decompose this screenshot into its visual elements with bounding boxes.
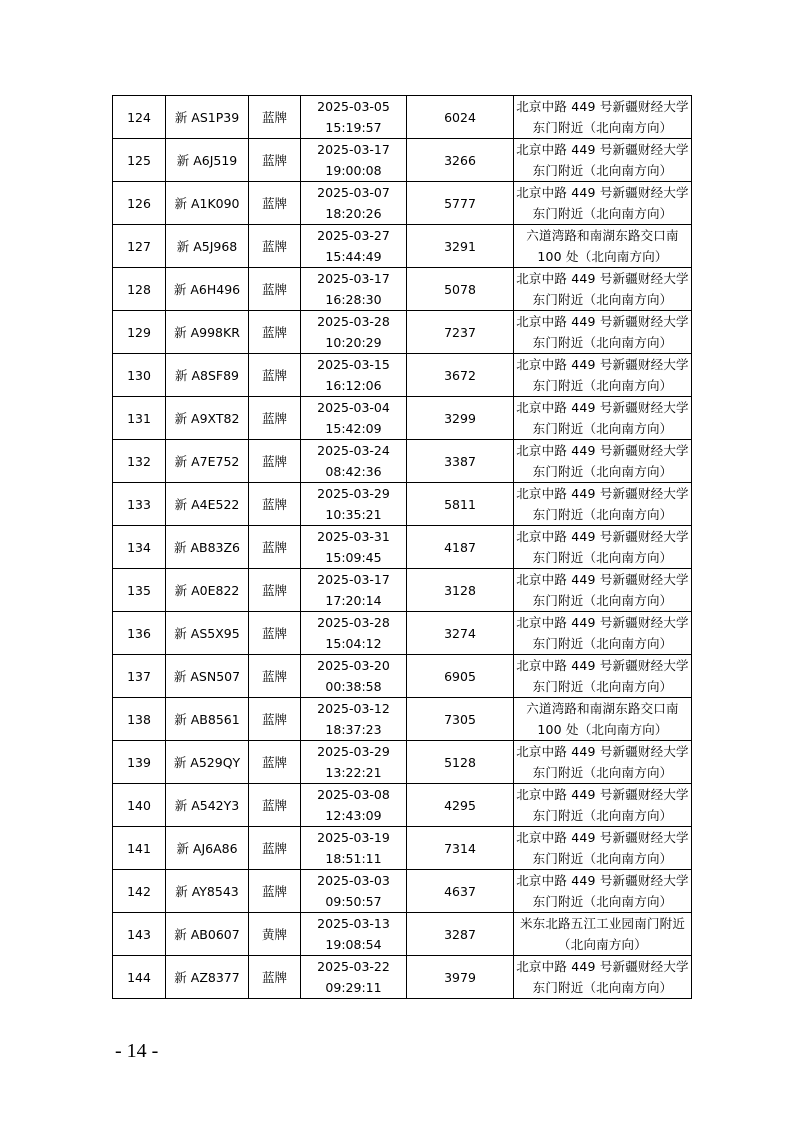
location-line-2: 100 处（北向南方向）	[537, 722, 668, 737]
table-body	[113, 96, 692, 999]
time-text: 15:44:49	[325, 249, 382, 264]
location-cell	[514, 483, 692, 526]
plate-number: 新 AS5X95	[166, 612, 249, 655]
table-row	[113, 483, 692, 526]
location-cell	[514, 96, 692, 139]
location-cell	[514, 225, 692, 268]
plate-number: 新 A9XT82	[166, 397, 249, 440]
amount: 7305	[407, 698, 514, 741]
plate-number: 新 A5J968	[166, 225, 249, 268]
plate-number: 新 A4E522	[166, 483, 249, 526]
time-text: 18:20:26	[325, 206, 382, 221]
location-line-2: 东门附近（北向南方向）	[532, 894, 673, 909]
location-line-1: 北京中路 449 号新疆财经大学	[516, 185, 689, 200]
plate-color: 蓝牌	[249, 612, 301, 655]
location-line-1: 北京中路 449 号新疆财经大学	[516, 873, 689, 888]
plate-number: 新 A998KR	[166, 311, 249, 354]
location-cell	[514, 655, 692, 698]
time-text: 19:00:08	[325, 163, 382, 178]
row-number: 144	[113, 956, 166, 999]
amount: 5777	[407, 182, 514, 225]
date-text: 2025-03-07	[317, 185, 390, 200]
amount: 5078	[407, 268, 514, 311]
table-row	[113, 268, 692, 311]
plate-color: 蓝牌	[249, 96, 301, 139]
location-line-1: 六道湾路和南湖东路交口南	[526, 701, 679, 716]
amount: 5811	[407, 483, 514, 526]
plate-number: 新 AS1P39	[166, 96, 249, 139]
location-cell	[514, 440, 692, 483]
plate-color: 蓝牌	[249, 440, 301, 483]
table-row	[113, 827, 692, 870]
plate-number: 新 A6H496	[166, 268, 249, 311]
datetime-cell	[301, 440, 407, 483]
plate-color: 蓝牌	[249, 268, 301, 311]
location-line-1: 北京中路 449 号新疆财经大学	[516, 615, 689, 630]
plate-number: 新 A542Y3	[166, 784, 249, 827]
date-text: 2025-03-22	[317, 959, 390, 974]
table-row	[113, 526, 692, 569]
row-number: 133	[113, 483, 166, 526]
plate-color: 蓝牌	[249, 784, 301, 827]
datetime-cell	[301, 483, 407, 526]
location-cell	[514, 268, 692, 311]
date-text: 2025-03-29	[317, 486, 390, 501]
location-line-1: 米东北路五江工业园南门附近	[519, 916, 686, 931]
plate-color: 蓝牌	[249, 139, 301, 182]
location-line-2: 东门附近（北向南方向）	[532, 206, 673, 221]
location-line-2: 东门附近（北向南方向）	[532, 550, 673, 565]
location-line-1: 北京中路 449 号新疆财经大学	[516, 400, 689, 415]
location-line-2: 东门附近（北向南方向）	[532, 636, 673, 651]
datetime-cell	[301, 354, 407, 397]
time-text: 10:20:29	[325, 335, 382, 350]
location-line-2: 东门附近（北向南方向）	[532, 980, 673, 995]
table-row	[113, 784, 692, 827]
date-text: 2025-03-03	[317, 873, 390, 888]
row-number: 129	[113, 311, 166, 354]
plate-number: 新 A529QY	[166, 741, 249, 784]
row-number: 130	[113, 354, 166, 397]
row-number: 134	[113, 526, 166, 569]
table-row	[113, 655, 692, 698]
time-text: 00:38:58	[325, 679, 382, 694]
location-cell	[514, 956, 692, 999]
date-text: 2025-03-17	[317, 572, 390, 587]
datetime-cell	[301, 698, 407, 741]
location-cell	[514, 526, 692, 569]
date-text: 2025-03-04	[317, 400, 390, 415]
datetime-cell	[301, 311, 407, 354]
date-text: 2025-03-12	[317, 701, 390, 716]
plate-color: 蓝牌	[249, 698, 301, 741]
row-number: 139	[113, 741, 166, 784]
datetime-cell	[301, 569, 407, 612]
plate-number: 新 AB8561	[166, 698, 249, 741]
date-text: 2025-03-08	[317, 787, 390, 802]
datetime-cell	[301, 526, 407, 569]
time-text: 15:19:57	[325, 120, 382, 135]
datetime-cell	[301, 182, 407, 225]
location-line-1: 六道湾路和南湖东路交口南	[526, 228, 679, 243]
amount: 3979	[407, 956, 514, 999]
location-line-1: 北京中路 449 号新疆财经大学	[516, 314, 689, 329]
row-number: 124	[113, 96, 166, 139]
plate-color: 蓝牌	[249, 569, 301, 612]
location-cell	[514, 569, 692, 612]
page-number: - 14 -	[115, 1040, 159, 1062]
time-text: 18:51:11	[325, 851, 382, 866]
location-cell	[514, 612, 692, 655]
plate-color: 蓝牌	[249, 956, 301, 999]
amount: 7237	[407, 311, 514, 354]
plate-color: 蓝牌	[249, 870, 301, 913]
row-number: 127	[113, 225, 166, 268]
record-table	[112, 95, 692, 999]
plate-number: 新 A8SF89	[166, 354, 249, 397]
location-line-2: 东门附近（北向南方向）	[532, 335, 673, 350]
location-line-1: 北京中路 449 号新疆财经大学	[516, 486, 689, 501]
time-text: 10:35:21	[325, 507, 382, 522]
plate-number: 新 A7E752	[166, 440, 249, 483]
location-line-2: 100 处（北向南方向）	[537, 249, 668, 264]
location-line-2: 东门附近（北向南方向）	[532, 163, 673, 178]
location-line-2: 东门附近（北向南方向）	[532, 120, 673, 135]
plate-color: 蓝牌	[249, 741, 301, 784]
row-number: 132	[113, 440, 166, 483]
plate-number: 新 AZ8377	[166, 956, 249, 999]
date-text: 2025-03-05	[317, 99, 390, 114]
row-number: 128	[113, 268, 166, 311]
row-number: 131	[113, 397, 166, 440]
location-line-1: 北京中路 449 号新疆财经大学	[516, 787, 689, 802]
table-row	[113, 96, 692, 139]
datetime-cell	[301, 741, 407, 784]
table-row	[113, 440, 692, 483]
location-line-1: 北京中路 449 号新疆财经大学	[516, 529, 689, 544]
date-text: 2025-03-31	[317, 529, 390, 544]
time-text: 12:43:09	[325, 808, 382, 823]
amount: 7314	[407, 827, 514, 870]
row-number: 135	[113, 569, 166, 612]
datetime-cell	[301, 913, 407, 956]
date-text: 2025-03-13	[317, 916, 390, 931]
table-row	[113, 913, 692, 956]
datetime-cell	[301, 827, 407, 870]
time-text: 16:12:06	[325, 378, 382, 393]
amount: 6024	[407, 96, 514, 139]
table-row	[113, 397, 692, 440]
location-line-1: 北京中路 449 号新疆财经大学	[516, 744, 689, 759]
amount: 3672	[407, 354, 514, 397]
date-text: 2025-03-20	[317, 658, 390, 673]
plate-number: 新 A1K090	[166, 182, 249, 225]
amount: 4637	[407, 870, 514, 913]
location-line-2: 东门附近（北向南方向）	[532, 292, 673, 307]
location-line-1: 北京中路 449 号新疆财经大学	[516, 142, 689, 157]
date-text: 2025-03-17	[317, 142, 390, 157]
time-text: 15:42:09	[325, 421, 382, 436]
amount: 4187	[407, 526, 514, 569]
date-text: 2025-03-24	[317, 443, 390, 458]
datetime-cell	[301, 956, 407, 999]
plate-color: 蓝牌	[249, 397, 301, 440]
location-cell	[514, 913, 692, 956]
time-text: 09:50:57	[325, 894, 382, 909]
location-cell	[514, 784, 692, 827]
location-cell	[514, 139, 692, 182]
plate-color: 蓝牌	[249, 182, 301, 225]
datetime-cell	[301, 139, 407, 182]
date-text: 2025-03-28	[317, 615, 390, 630]
plate-color: 蓝牌	[249, 311, 301, 354]
location-line-1: 北京中路 449 号新疆财经大学	[516, 959, 689, 974]
row-number: 136	[113, 612, 166, 655]
time-text: 15:04:12	[325, 636, 382, 651]
location-line-2: 东门附近（北向南方向）	[532, 679, 673, 694]
amount: 3266	[407, 139, 514, 182]
amount: 3128	[407, 569, 514, 612]
plate-number: 新 AB83Z6	[166, 526, 249, 569]
row-number: 137	[113, 655, 166, 698]
date-text: 2025-03-29	[317, 744, 390, 759]
location-line-2: 东门附近（北向南方向）	[532, 464, 673, 479]
datetime-cell	[301, 655, 407, 698]
datetime-cell	[301, 397, 407, 440]
table-row	[113, 354, 692, 397]
location-cell	[514, 354, 692, 397]
row-number: 141	[113, 827, 166, 870]
location-line-2: 东门附近（北向南方向）	[532, 507, 673, 522]
location-cell	[514, 870, 692, 913]
location-line-2: （北向南方向）	[558, 937, 647, 952]
table-row	[113, 569, 692, 612]
plate-number: 新 A6J519	[166, 139, 249, 182]
table-row	[113, 225, 692, 268]
datetime-cell	[301, 96, 407, 139]
location-line-2: 东门附近（北向南方向）	[532, 765, 673, 780]
amount: 5128	[407, 741, 514, 784]
datetime-cell	[301, 784, 407, 827]
amount: 3274	[407, 612, 514, 655]
table-row	[113, 139, 692, 182]
plate-color: 蓝牌	[249, 354, 301, 397]
table-row	[113, 612, 692, 655]
location-cell	[514, 311, 692, 354]
location-line-1: 北京中路 449 号新疆财经大学	[516, 572, 689, 587]
row-number: 140	[113, 784, 166, 827]
row-number: 126	[113, 182, 166, 225]
datetime-cell	[301, 225, 407, 268]
date-text: 2025-03-27	[317, 228, 390, 243]
amount: 3299	[407, 397, 514, 440]
plate-number: 新 ASN507	[166, 655, 249, 698]
location-line-2: 东门附近（北向南方向）	[532, 378, 673, 393]
datetime-cell	[301, 268, 407, 311]
time-text: 13:22:21	[325, 765, 382, 780]
table-row	[113, 698, 692, 741]
time-text: 17:20:14	[325, 593, 382, 608]
date-text: 2025-03-17	[317, 271, 390, 286]
datetime-cell	[301, 870, 407, 913]
plate-color: 蓝牌	[249, 483, 301, 526]
plate-color: 蓝牌	[249, 526, 301, 569]
table-row	[113, 956, 692, 999]
location-line-1: 北京中路 449 号新疆财经大学	[516, 99, 689, 114]
location-cell	[514, 182, 692, 225]
location-cell	[514, 397, 692, 440]
time-text: 16:28:30	[325, 292, 382, 307]
plate-color: 蓝牌	[249, 655, 301, 698]
amount: 6905	[407, 655, 514, 698]
date-text: 2025-03-15	[317, 357, 390, 372]
location-line-1: 北京中路 449 号新疆财经大学	[516, 357, 689, 372]
amount: 4295	[407, 784, 514, 827]
time-text: 15:09:45	[325, 550, 382, 565]
plate-number: 新 AJ6A86	[166, 827, 249, 870]
location-cell	[514, 741, 692, 784]
amount: 3387	[407, 440, 514, 483]
time-text: 18:37:23	[325, 722, 382, 737]
table-row	[113, 741, 692, 784]
table-row	[113, 182, 692, 225]
plate-color: 蓝牌	[249, 225, 301, 268]
plate-color: 蓝牌	[249, 827, 301, 870]
row-number: 142	[113, 870, 166, 913]
location-line-1: 北京中路 449 号新疆财经大学	[516, 830, 689, 845]
date-text: 2025-03-19	[317, 830, 390, 845]
location-cell	[514, 698, 692, 741]
location-line-2: 东门附近（北向南方向）	[532, 421, 673, 436]
table-row	[113, 870, 692, 913]
datetime-cell	[301, 612, 407, 655]
location-line-2: 东门附近（北向南方向）	[532, 851, 673, 866]
location-line-2: 东门附近（北向南方向）	[532, 593, 673, 608]
location-line-1: 北京中路 449 号新疆财经大学	[516, 443, 689, 458]
location-line-2: 东门附近（北向南方向）	[532, 808, 673, 823]
plate-number: 新 AB0607	[166, 913, 249, 956]
amount: 3291	[407, 225, 514, 268]
location-cell	[514, 827, 692, 870]
plate-number: 新 A0E822	[166, 569, 249, 612]
plate-number: 新 AY8543	[166, 870, 249, 913]
plate-color: 黄牌	[249, 913, 301, 956]
amount: 3287	[407, 913, 514, 956]
row-number: 143	[113, 913, 166, 956]
time-text: 09:29:11	[325, 980, 382, 995]
date-text: 2025-03-28	[317, 314, 390, 329]
location-line-1: 北京中路 449 号新疆财经大学	[516, 271, 689, 286]
location-line-1: 北京中路 449 号新疆财经大学	[516, 658, 689, 673]
time-text: 08:42:36	[325, 464, 382, 479]
row-number: 138	[113, 698, 166, 741]
time-text: 19:08:54	[325, 937, 382, 952]
row-number: 125	[113, 139, 166, 182]
table-row	[113, 311, 692, 354]
